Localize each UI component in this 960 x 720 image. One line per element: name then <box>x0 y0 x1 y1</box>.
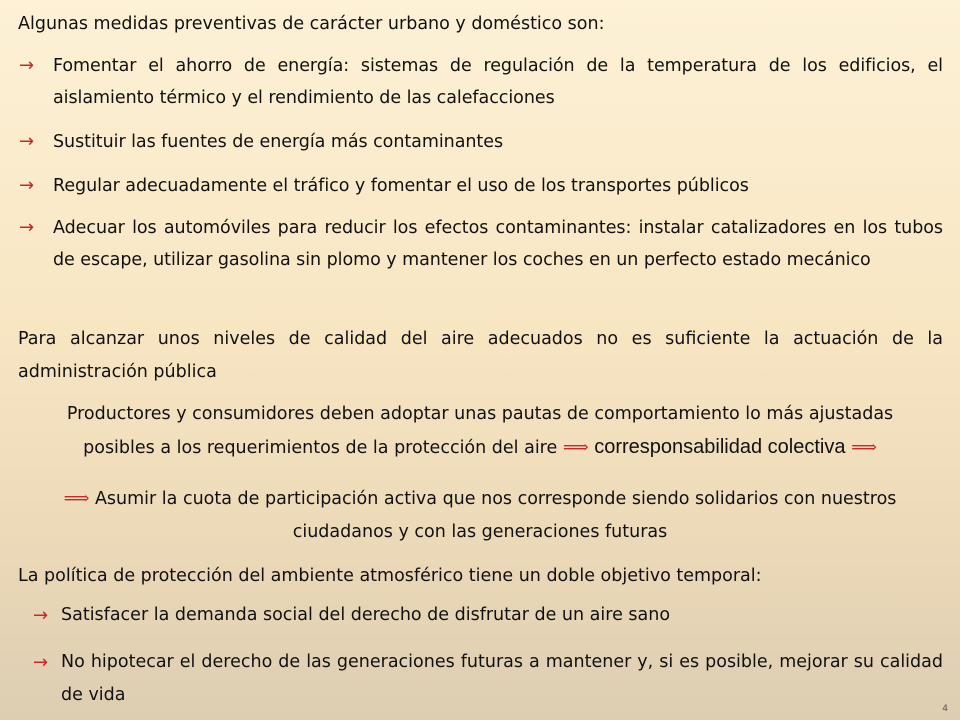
centered-line <box>0 482 960 516</box>
centered-block-participation <box>0 482 960 549</box>
intro-text: Algunas medidas preventivas de carácter urbano y doméstico son: <box>18 14 605 34</box>
sub-bullet-future-generations: No hipotecar el derecho de las generaciones futuras a mantener y, si es posible, mejorar su calidad de vida <box>61 652 943 705</box>
paragraph-policy: La política de protección del ambiente atmosférico tiene un doble objetivo temporal: <box>18 566 762 586</box>
arrow-right-icon: → <box>33 652 49 673</box>
centered-line <box>0 431 960 465</box>
sub-bullet-clean-air: Satisfacer la demanda social del derecho de disfrutar de un aire sano <box>61 605 671 625</box>
highlight-text: corresponsabilidad colectiva <box>594 436 846 458</box>
centered-line-text: Asumir la cuota de participación activa que nos corresponde siendo solidarios con nuestros <box>94 489 897 509</box>
bullet-item-energy-sources: Sustituir las fuentes de energía más contaminantes <box>53 132 504 152</box>
arrow-right-icon: → <box>19 175 35 196</box>
bullet-item-vehicles: Adecuar los automóviles para reducir los efectos contaminantes: instalar catalizadores en los tubos de escape, utilizar gasolina sin plomo y mantener los coches en un perfecto estado mecánico <box>53 218 943 270</box>
centered-line: ciudadanos y con las generaciones futuras <box>292 522 668 542</box>
centered-line: Productores y consumidores deben adoptar unas pautas de comportamiento lo más ajustadas <box>66 404 894 424</box>
paragraph-public-administration: Para alcanzar unos niveles de calidad del aire adecuados no es suficiente la actuación de la administración pública <box>18 329 943 382</box>
arrow-right-icon: → <box>19 55 35 76</box>
arrow-right-icon: → <box>33 605 49 626</box>
bullet-item-energy-saving: Fomentar el ahorro de energía: sistemas de regulación de la temperatura de los edificios, el aislamiento térmico y el rendimiento de las calefacciones <box>53 56 943 108</box>
implies-icon: ⟹ <box>851 437 877 458</box>
arrow-right-icon: → <box>19 217 35 238</box>
implies-icon: ⟹ <box>562 437 589 458</box>
centered-line-text: posibles a los requerimientos de la protección del aire <box>83 438 558 458</box>
implies-icon: ⟹ <box>63 488 90 509</box>
bullet-item-traffic: Regular adecuadamente el tráfico y fomentar el uso de los transportes públicos <box>53 176 749 196</box>
page-number: 4 <box>942 704 948 714</box>
arrow-right-icon: → <box>19 131 35 152</box>
centered-block-producers <box>0 398 960 465</box>
